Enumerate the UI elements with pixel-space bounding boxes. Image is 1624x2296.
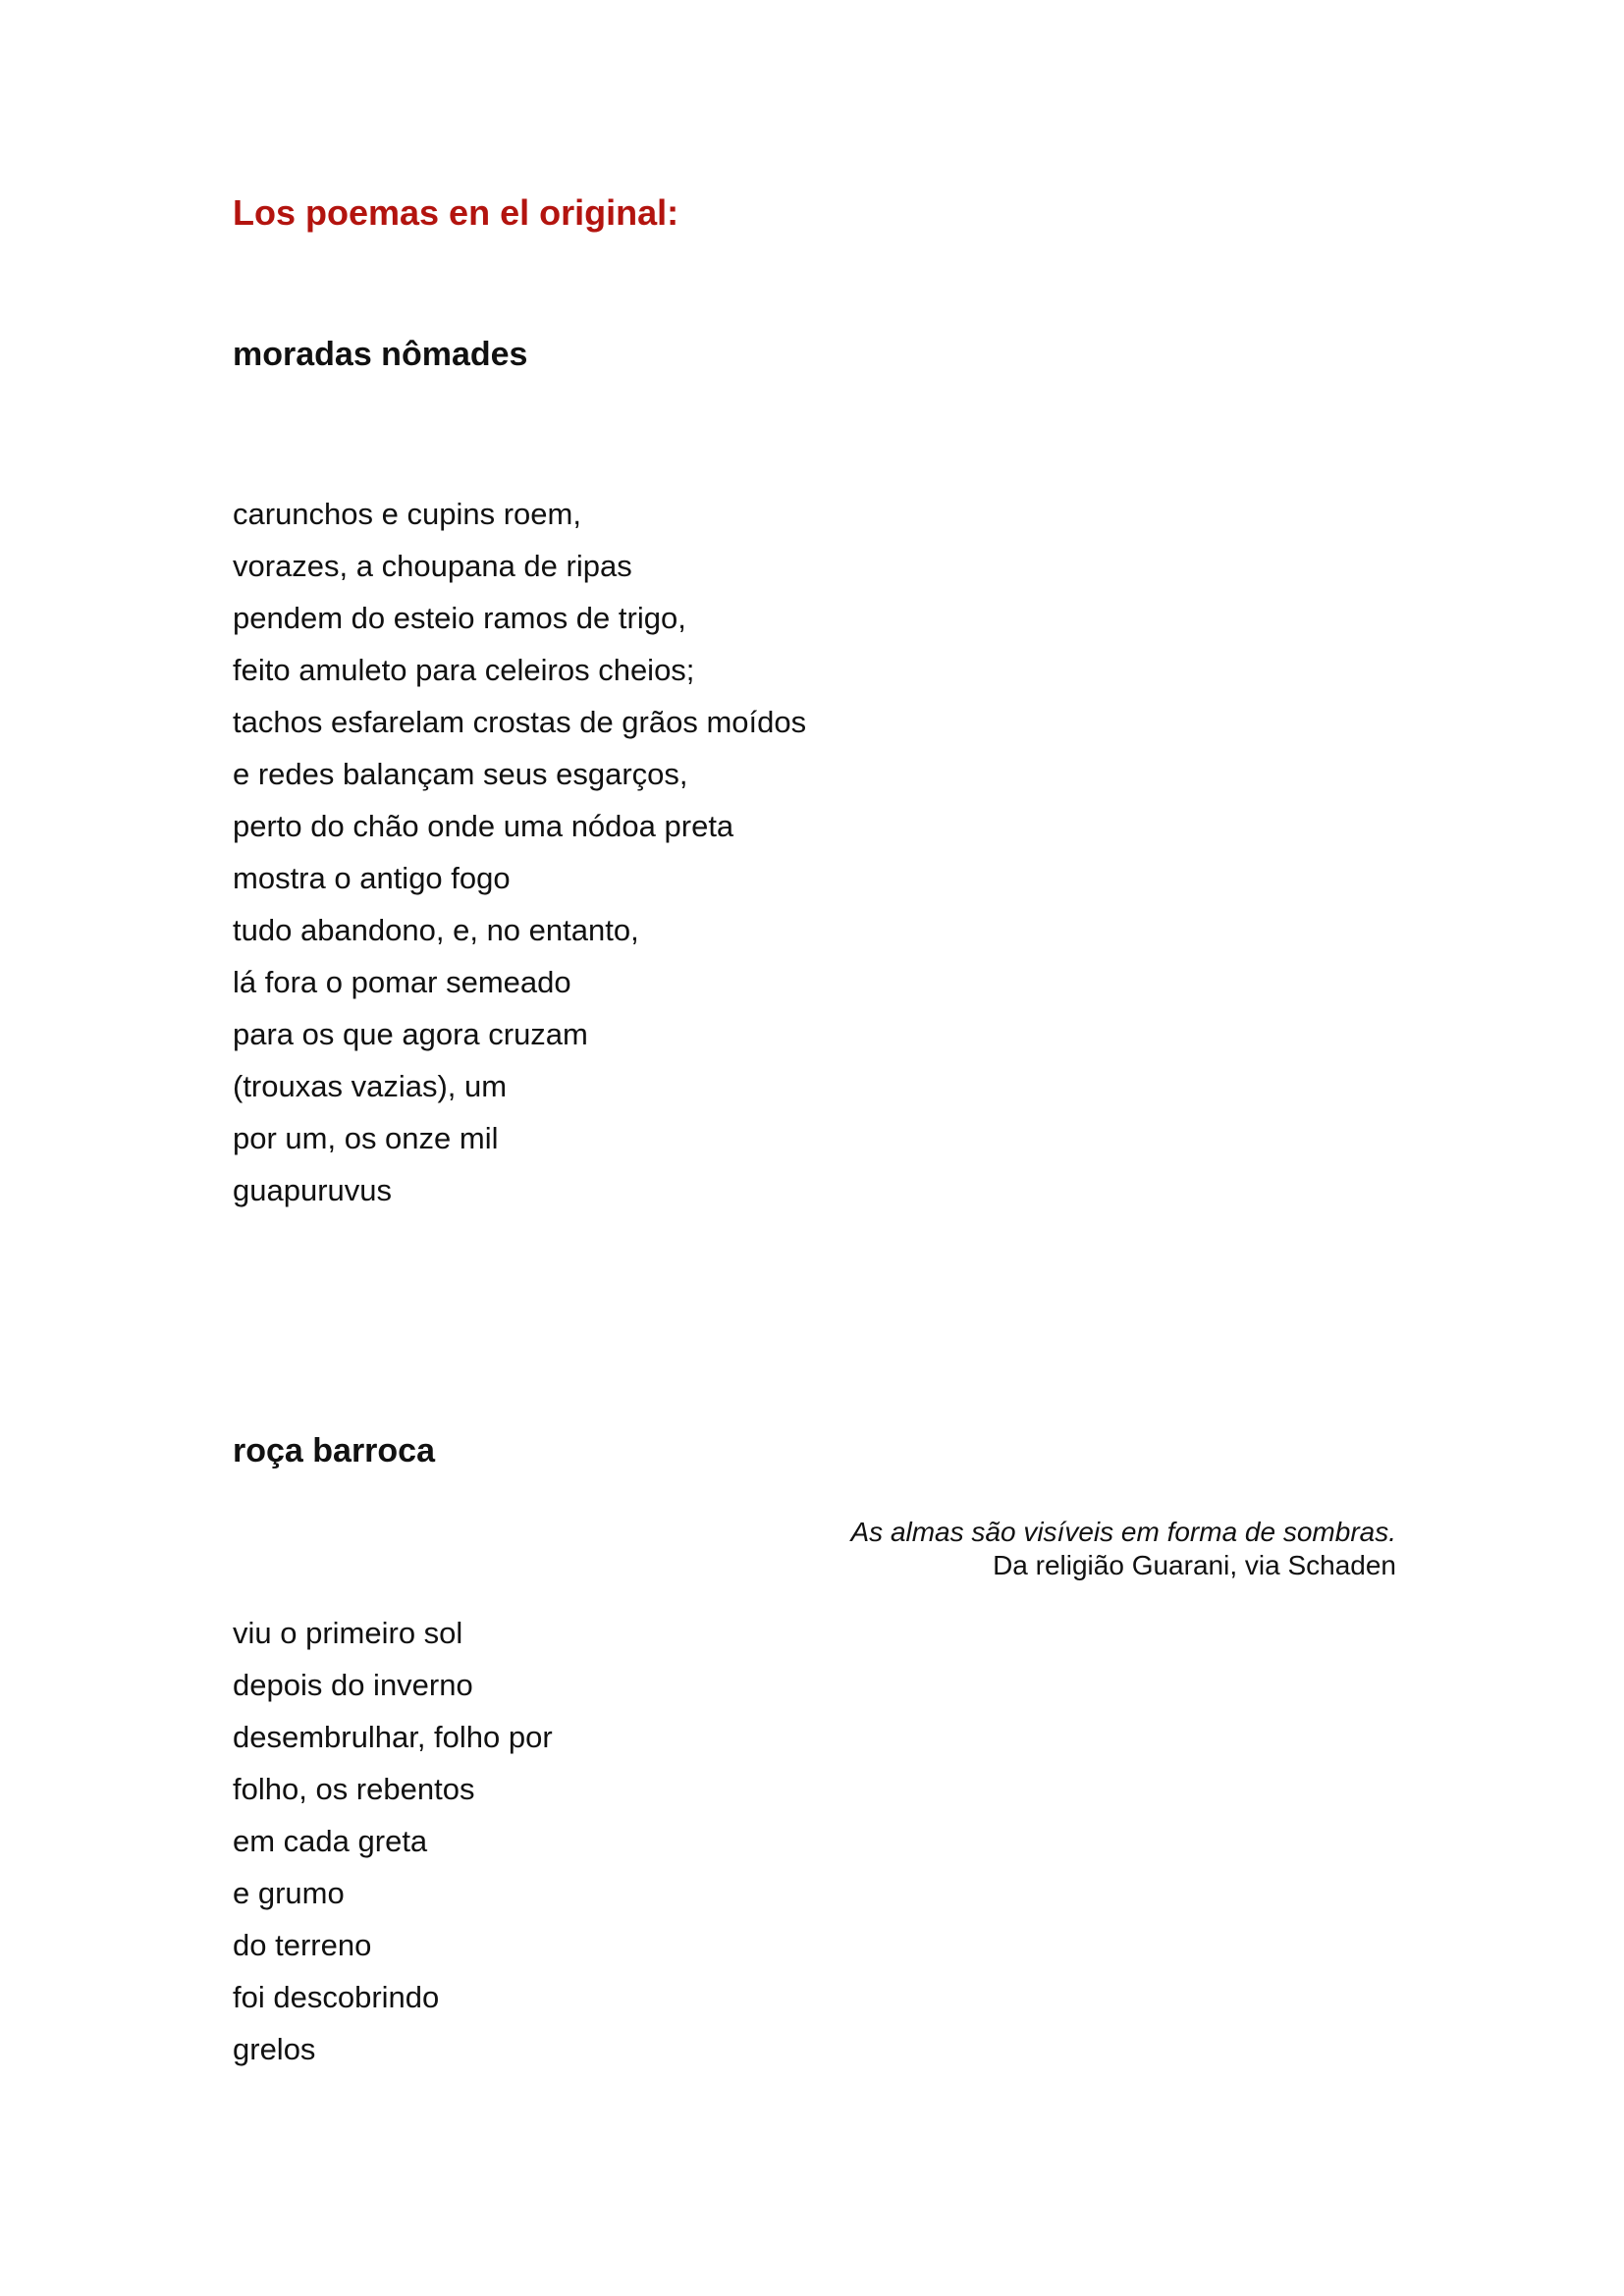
verse-line: foi descobrindo [233, 1980, 440, 2014]
poem-title-moradas-nomades: moradas nômades [233, 336, 528, 373]
verse-line: e grumo [233, 1876, 345, 1910]
verse-line: feito amuleto para celeiros cheios; [233, 653, 695, 687]
poem-title-roca-barroca: roça barroca [233, 1432, 435, 1469]
verse-line: carunchos e cupins roem, [233, 497, 581, 531]
epigraph [850, 1516, 1396, 1582]
verse-line: (trouxas vazias), um [233, 1069, 508, 1103]
verse-line: em cada greta [233, 1824, 428, 1858]
epigraph-source: Da religião Guarani, via Schaden [993, 1550, 1396, 1580]
verse-line: do terreno [233, 1928, 372, 1962]
verse-line: para os que agora cruzam [233, 1017, 588, 1051]
verse-line: mostra o antigo fogo [233, 861, 511, 895]
verse-line: grelos [233, 2032, 316, 2066]
poem-verse-roca-barroca [233, 1607, 553, 2075]
section-heading: Los poemas en el original: [233, 192, 679, 233]
verse-line: tudo abandono, e, no entanto, [233, 913, 639, 947]
verse-line: vorazes, a choupana de ripas [233, 549, 632, 583]
verse-line: pendem do esteio ramos de trigo, [233, 601, 686, 635]
verse-line: perto do chão onde uma nódoa preta [233, 809, 734, 843]
verse-line: por um, os onze mil [233, 1121, 499, 1155]
verse-line: folho, os rebentos [233, 1772, 475, 1806]
verse-line: e redes balançam seus esgarços, [233, 757, 688, 791]
verse-line: viu o primeiro sol [233, 1616, 463, 1650]
verse-line: guapuruvus [233, 1173, 393, 1207]
verse-line: desembrulhar, folho por [233, 1720, 553, 1754]
poem-verse-moradas-nomades [233, 488, 806, 1216]
verse-line: tachos esfarelam crostas de grãos moídos [233, 705, 807, 739]
epigraph-quote: As almas são visíveis em forma de sombras. [850, 1517, 1396, 1547]
verse-line: lá fora o pomar semeado [233, 965, 571, 999]
verse-line: depois do inverno [233, 1668, 473, 1702]
